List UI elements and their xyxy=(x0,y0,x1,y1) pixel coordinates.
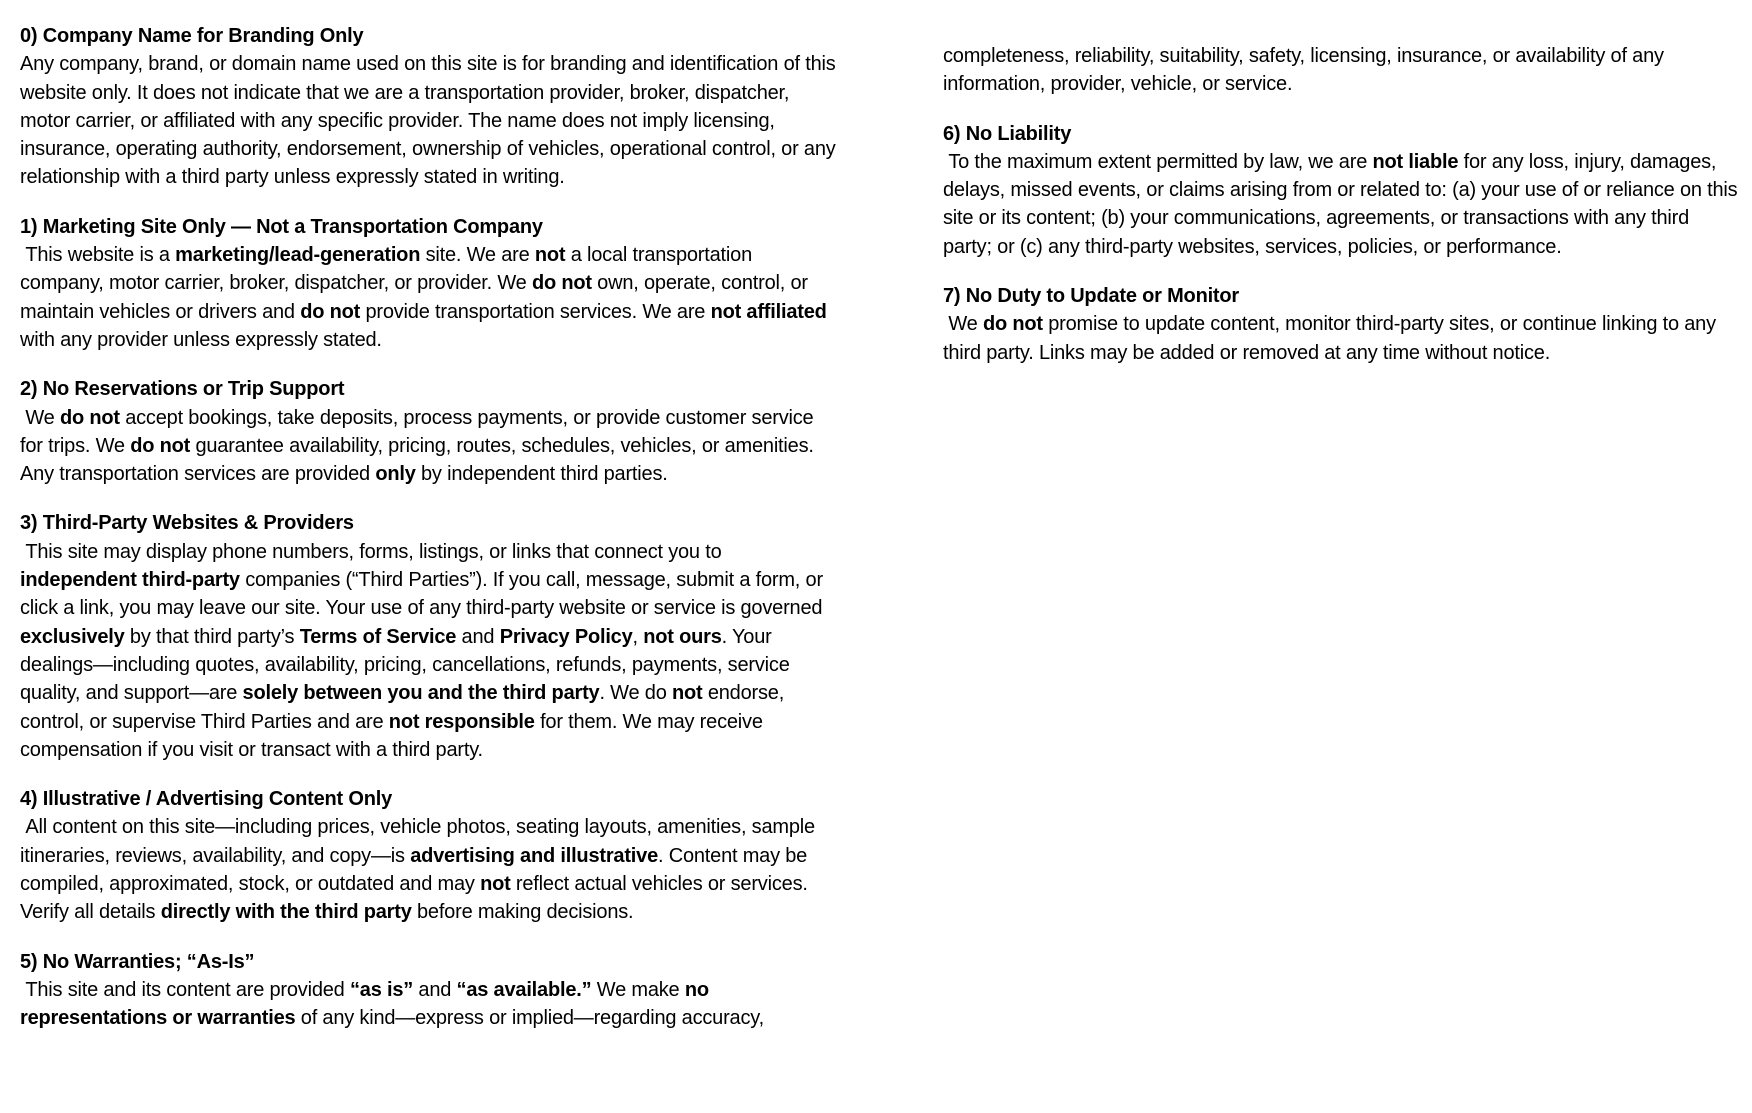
section-7-heading: 7) No Duty to Update or Monitor xyxy=(943,285,1239,308)
section-6 xyxy=(943,120,1743,261)
section-2-body: We do not accept bookings, take deposits, process payments, or provide customer service for trips. We do not guarantee availability, pricing, routes, schedules, vehicles, or amenities. Any transportation services are provided only by independent third parties. xyxy=(20,406,814,486)
section-4-heading: 4) Illustrative / Advertising Content Only xyxy=(20,788,393,811)
section-5-body: This site and its content are provided “as is” and “as available.” We make no representations or warranties of any kind—express or implied—regarding accuracy, xyxy=(20,978,764,1030)
section-5-heading: 5) No Warranties; “As-Is” xyxy=(20,950,255,973)
section-3-body: This site may display phone numbers, forms, listings, or links that connect you to independent third-party companies (“Third Parties”). If you call, message, submit a form, or click a link, you may leave our site. Your use of any third-party website or service is governed exclusively by that third party’s Terms of Service and Privacy Policy, not ours. Your dealings—including quotes, availability, pricing, cancellations, refunds, payments, service quality, and support—are solely between you and the third party. We do not endorse, control, or supervise Third Parties and are not responsible for them. We may receive compensation if you visit or transact with a third party. xyxy=(20,540,823,761)
section-1 xyxy=(20,213,836,354)
section-0-heading: 0) Company Name for Branding Only xyxy=(20,25,364,47)
section-4-body: All content on this site—including prices, vehicle photos, seating layouts, amenities, sample itineraries, reviews, availability, and copy—is advertising and illustrative. Content may be compiled, approximated, stock, or outdated and may not reflect actual vehicles or services. Verify all details directly with the third party before making decisions. xyxy=(20,816,815,924)
right-column xyxy=(943,42,1743,367)
section-7 xyxy=(943,282,1743,367)
section-4 xyxy=(20,785,836,926)
section-6-heading: 6) No Liability xyxy=(943,122,1072,145)
section-0-body: Any company, brand, or domain name used on this site is for branding and identification of this website only. It does not indicate that we are a transportation provider, broker, dispatcher, motor carrier, or affiliated with any specific provider. The name does not imply licensing, insurance, operating authority, endorsement, ownership of vehicles, operational control, or any relationship with a third party unless expressly stated in writing. xyxy=(20,53,836,189)
section-2-heading: 2) No Reservations or Trip Support xyxy=(20,378,345,401)
section-3-heading: 3) Third-Party Websites & Providers xyxy=(20,512,354,535)
section-6-body: To the maximum extent permitted by law, we are not liable for any loss, injury, damages, delays, missed events, or claims arising from or related to: (a) your use of or reliance on this site or its content; (b) your communications, agreements, or transactions with any third party; or (c) any third-party websites, services, policies, or performance. xyxy=(943,150,1738,258)
section-2 xyxy=(20,375,836,488)
left-column xyxy=(20,22,836,1033)
section-5-continuation-body: completeness, reliability, suitability, safety, licensing, insurance, or availability of any information, provider, vehicle, or service. xyxy=(943,45,1664,96)
section-1-heading: 1) Marketing Site Only — Not a Transportation Company xyxy=(20,215,543,238)
section-5-continuation xyxy=(943,42,1743,99)
section-7-body: We do not promise to update content, monitor third-party sites, or continue linking to any third party. Links may be added or removed at any time without notice. xyxy=(943,313,1716,364)
section-5 xyxy=(20,948,836,1033)
section-3 xyxy=(20,509,836,764)
section-1-body: This website is a marketing/lead-generation site. We are not a local transportation company, motor carrier, broker, dispatcher, or provider. We do not own, operate, control, or maintain vehicles or drivers and do not provide transportation services. We are not affiliated with any provider unless expressly stated. xyxy=(20,244,827,351)
section-0 xyxy=(20,22,836,192)
